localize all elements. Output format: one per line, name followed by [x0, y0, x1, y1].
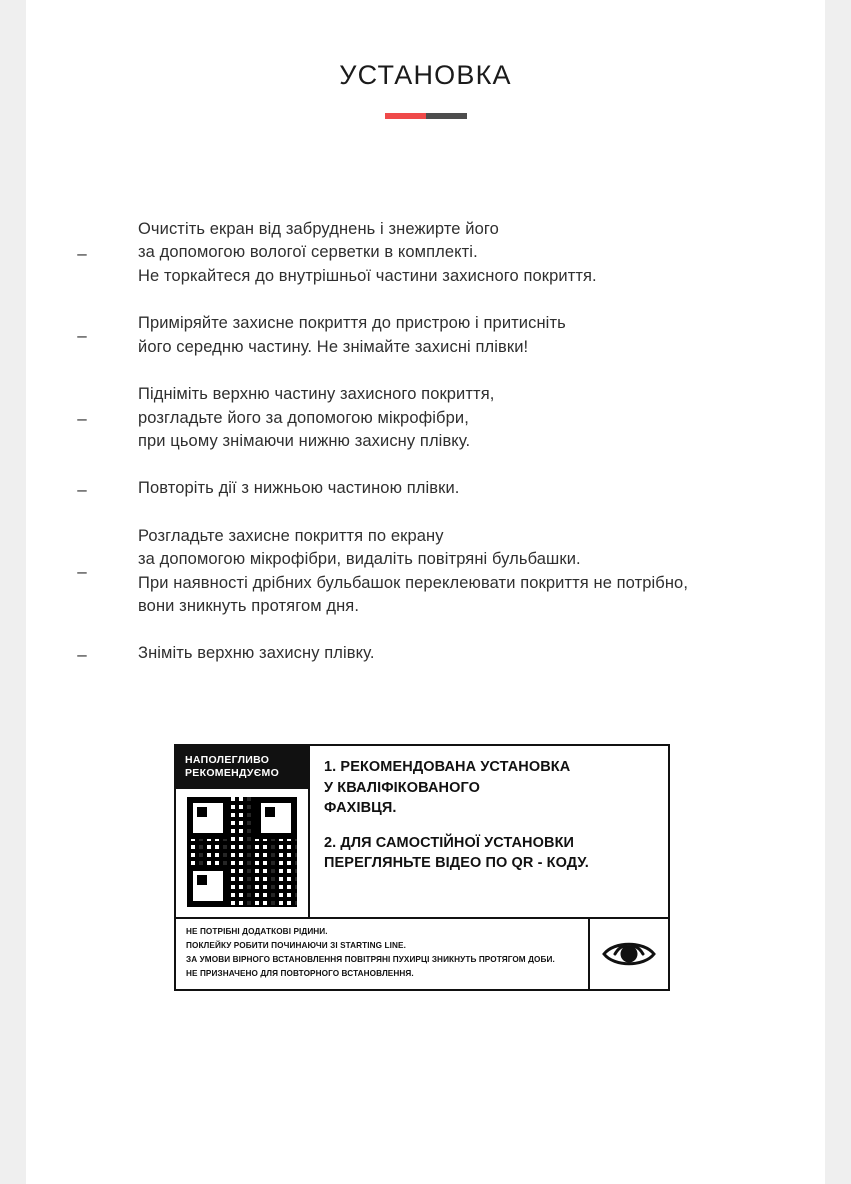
list-item	[26, 642, 825, 665]
instruction-steps-list	[26, 218, 825, 690]
divider-segment-red	[385, 113, 426, 119]
sticker-main-line: ФАХІВЦЯ.	[324, 800, 397, 817]
qr-finder-top-left	[187, 797, 229, 839]
list-item	[26, 312, 825, 359]
badge-line-2: РЕКОМЕНДУЄМО	[185, 767, 280, 780]
fineprint-line: НЕ ПРИЗНАЧЕНО ДЛЯ ПОВТОРНОГО ВСТАНОВЛЕННЯ.	[186, 968, 414, 978]
fineprint-line: НЕ ПОТРІБНІ ДОДАТКОВІ РІДИНИ.	[186, 927, 328, 937]
sticker-main-line: 2. ДЛЯ САМОСТІЙНОЇ УСТАНОВКИ	[324, 834, 575, 851]
step-line: вони зникнуть протягом дня.	[138, 597, 360, 616]
step-line: його середню частину. Не знімайте захисні плівки!	[138, 337, 529, 356]
eye-icon	[602, 939, 656, 969]
sticker-text-spacer	[324, 820, 658, 834]
step-marker: –	[77, 562, 87, 582]
step-marker: –	[77, 408, 87, 428]
step-line: Повторіть дії з нижньою частиною плівки.	[138, 479, 460, 498]
step-line: за допомогою мікрофібри, видаліть повітряні бульбашки.	[138, 550, 581, 569]
sticker-main-line: 1. РЕКОМЕНДОВАНА УСТАНОВКА	[324, 759, 571, 775]
step-line: Не торкайтеся до внутрішньої частини захисного покриття.	[138, 266, 597, 285]
fineprint-line: ЗА УМОВИ ВІРНОГО ВСТАНОВЛЕННЯ ПОВІТРЯНІ ПУХИРЦІ ЗНИКНУТЬ ПРОТЯГОМ ДОБИ.	[186, 955, 555, 965]
list-item	[26, 525, 825, 619]
step-line: за допомогою вологої серветки в комплекті.	[138, 243, 478, 262]
qr-code-icon[interactable]	[187, 797, 297, 907]
page-title: УСТАНОВКА	[339, 60, 512, 90]
fineprint-line: ПОКЛЕЙКУ РОБИТИ ПОЧИНАЮЧИ ЗІ STARTING LINE.	[186, 941, 406, 951]
step-text	[138, 312, 825, 359]
sticker-main-line: У КВАЛІФІКОВАНОГО	[324, 779, 481, 796]
step-line: Розгладьте захисне покриття по екрану	[138, 526, 444, 545]
step-text	[138, 218, 825, 288]
eye-icon-box	[588, 919, 668, 989]
list-item	[26, 477, 825, 500]
title-divider	[385, 113, 467, 119]
step-line: Приміряйте захисне покриття до пристрою і притисніть	[138, 314, 566, 333]
step-line: Підніміть верхню частину захисного покриття,	[138, 385, 495, 404]
sticker-fineprint	[176, 919, 588, 989]
step-line: при цьому знімаючи нижню захисну плівку.	[138, 431, 471, 450]
step-line: Зніміть верхню захисну плівку.	[138, 644, 375, 663]
step-marker: –	[77, 644, 87, 664]
sticker-main-line: ПЕРЕГЛЯНЬТЕ ВІДЕО ПО QR - КОДУ.	[324, 855, 589, 872]
list-item	[26, 383, 825, 453]
sticker-main-text	[310, 746, 668, 917]
step-line: розгладьте його за допомогою мікрофібри,	[138, 408, 469, 427]
step-line: При наявності дрібних бульбашок переклеювати покриття не потрібно,	[138, 573, 689, 592]
qr-finder-bottom-left	[187, 865, 229, 907]
divider-segment-dark	[426, 113, 467, 119]
step-text	[138, 477, 825, 500]
recommendation-sticker	[174, 744, 670, 991]
step-text	[138, 383, 825, 453]
sticker-bottom-section	[176, 919, 668, 989]
qr-finder-top-right	[255, 797, 297, 839]
step-line: Очистіть екран від забруднень і знежирте його	[138, 220, 499, 238]
document-page	[26, 0, 825, 1184]
step-text	[138, 525, 825, 619]
sticker-top-section	[176, 746, 668, 919]
badge-line-1: НАПОЛЕГЛИВО	[185, 754, 270, 766]
step-marker: –	[77, 243, 87, 263]
step-text	[138, 642, 825, 665]
step-marker: –	[77, 479, 87, 499]
list-item	[26, 218, 825, 288]
step-marker: –	[77, 326, 87, 346]
status-badge	[176, 746, 308, 789]
sticker-left-column	[176, 746, 310, 917]
